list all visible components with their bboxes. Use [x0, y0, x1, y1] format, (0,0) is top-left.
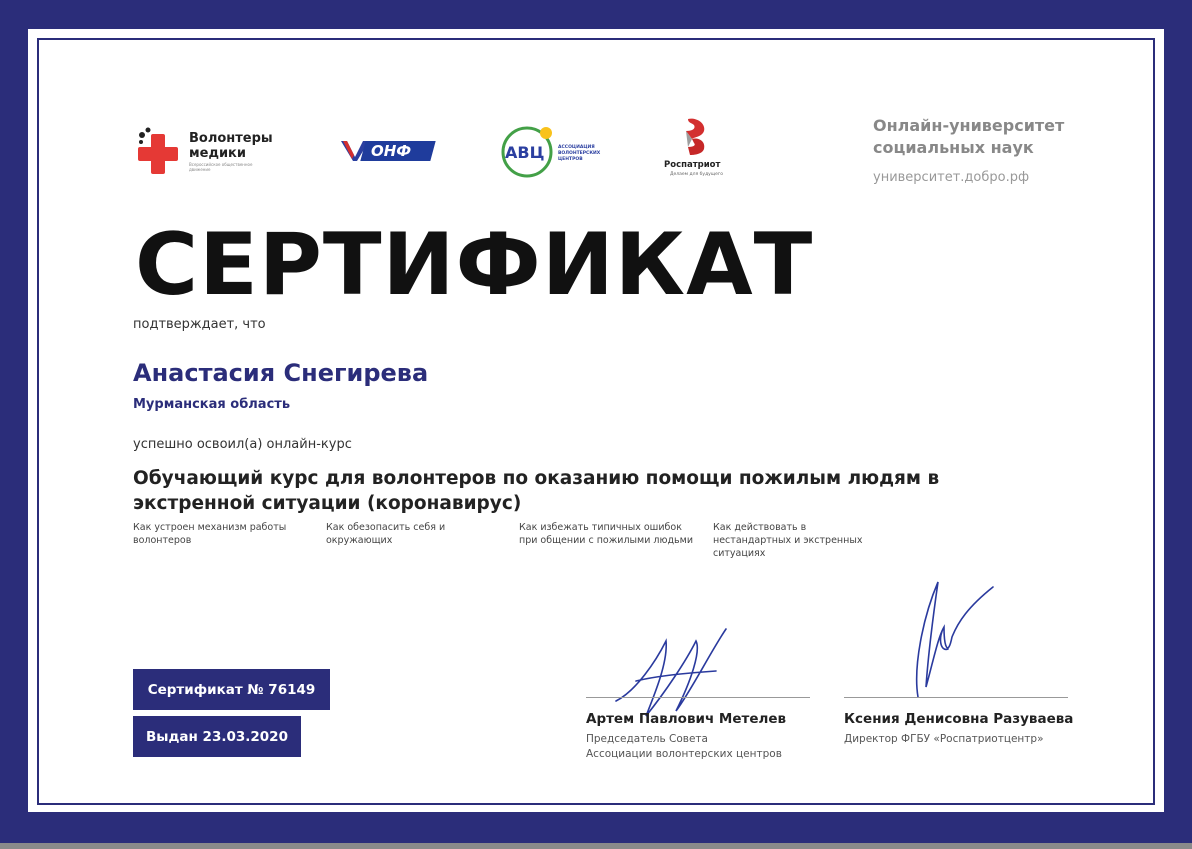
signature-2-image	[878, 577, 998, 707]
logo-avc	[500, 123, 610, 179]
logo-onf-text: ОНФ	[371, 142, 412, 160]
signatory-1-role-line2: Ассоциации волонтерских центров	[586, 748, 782, 760]
signature-1-line	[586, 697, 810, 698]
certificate-sheet	[28, 29, 1164, 812]
signatory-1-name: Артем Павлович Метелев	[586, 711, 787, 727]
course-title: Обучающий курс для волонтеров по оказанию помощи пожилым людям в экстренной ситуации (коронавирус)	[133, 468, 940, 514]
university-url[interactable]: университет.добро.рф	[873, 170, 1030, 185]
logo-rospatriot-sub: Делаем для будущего	[670, 172, 723, 177]
certificate-number-badge: Сертификат № 76149	[133, 669, 330, 710]
logo-onf	[341, 139, 436, 163]
logo-volunteers-line2: медики	[189, 146, 246, 161]
logo-avc-sub: АССОЦИАЦИЯ ВОЛОНТЕРСКИХ ЦЕНТРОВ	[558, 145, 601, 162]
certificate-title: СЕРТИФИКАТ	[135, 215, 814, 315]
recipient-region: Мурманская область	[133, 397, 291, 412]
logo-volunteers-line1: Волонтеры	[189, 131, 273, 146]
recipient-name: Анастасия Снегирева	[133, 359, 429, 387]
rospatriot-flag-icon	[682, 117, 712, 157]
logo-volunteers-medics	[136, 126, 286, 178]
topic-item: Как устроен механизм работы волонтеров	[133, 522, 287, 546]
logo-volunteers-sub: Всероссийское общественное движение	[189, 162, 253, 172]
signatory-2-role-line1: Директор ФГБУ «Роспатриотцентр»	[844, 733, 1044, 745]
signatory-1-role	[586, 732, 782, 762]
topic-item: Как избежать типичных ошибок при общении с пожилыми людьми	[519, 522, 693, 546]
issued-date-badge: Выдан 23.03.2020	[133, 716, 301, 757]
confirms-text: подтверждает, что	[133, 317, 266, 332]
logo-rospatriot-text: Роспатриот	[664, 160, 721, 170]
topic-item: Как действовать в нестандартных и экстренных ситуациях	[713, 522, 863, 559]
signatory-1-role-line1: Председатель Совета	[586, 733, 708, 745]
logo-rospatriot	[660, 117, 740, 181]
completed-text: успешно освоил(а) онлайн-курс	[133, 437, 352, 452]
signatory-2-role	[844, 732, 1044, 747]
signature-2-line	[844, 697, 1068, 698]
signatory-2-name: Ксения Денисовна Разуваева	[844, 711, 1074, 727]
medical-cross-icon	[136, 126, 186, 176]
bottom-strip	[0, 843, 1192, 849]
logo-avc-text: АВЦ	[505, 143, 545, 162]
topic-item: Как обезопасить себя и окружающих	[326, 522, 446, 546]
university-name: Онлайн-университет социальных наук	[873, 116, 1065, 157]
